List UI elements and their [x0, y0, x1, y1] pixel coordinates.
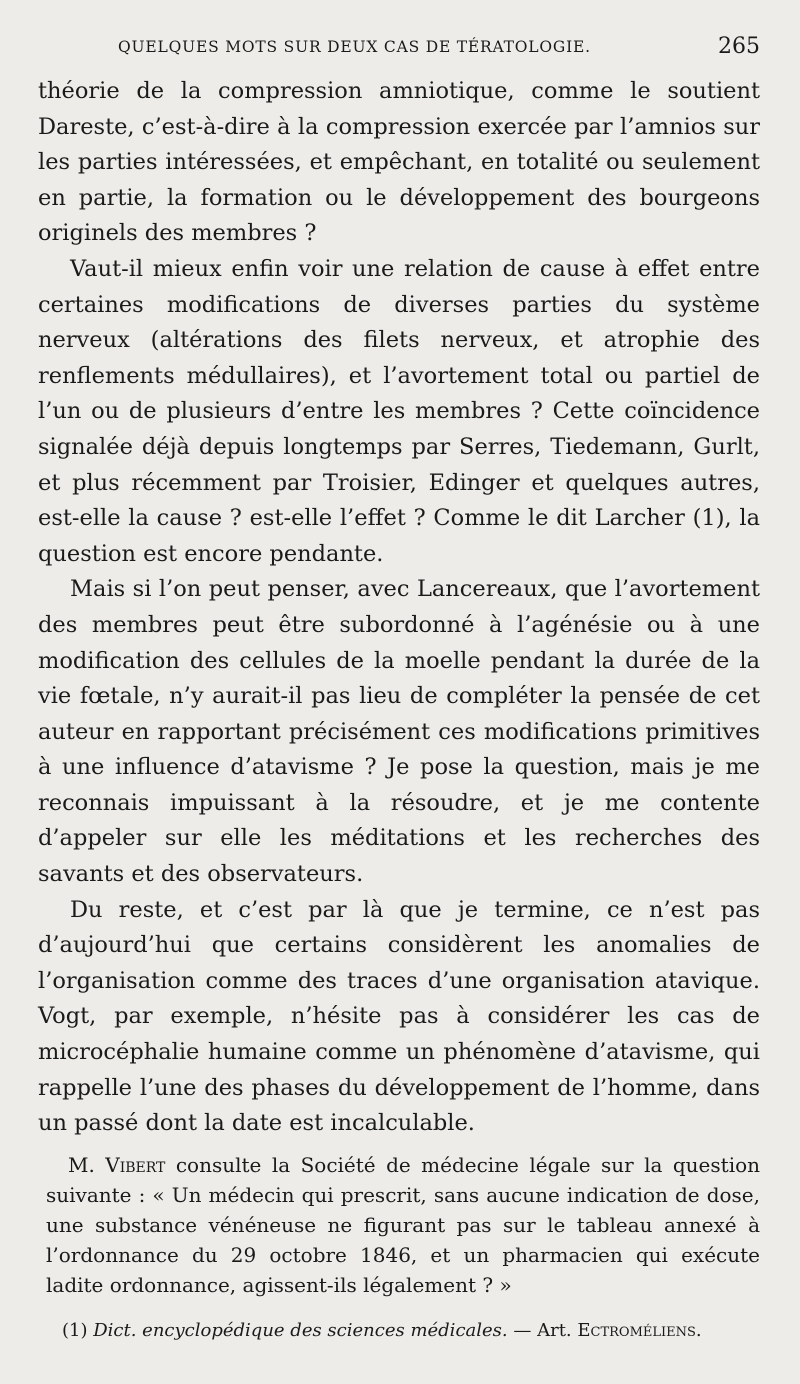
society-note: [46, 1150, 760, 1300]
society-note-text: consulte la Société de médecine légale sur la question suivante : « Un médecin qui prescrit, sans aucune indication de dose, une substance vénéneuse ne figurant pas sur le tableau annexé à l’ordonnance du 29 octobre 1846, et un pharmacien qui exécute ladite ordonnance, agissent-ils légalement ? »: [46, 1153, 761, 1297]
footnote-work: Dict. encyclopédique des sciences médicales.: [93, 1320, 508, 1341]
paragraph-lancereaux: Mais si l’on peut penser, avec Lancereaux, que l’avortement des membres peut être subordonné à l’agénésie ou à une modification des cellules de la moelle pendant la durée de la vie fœtale, n’y aurait-il pas lieu de compléter la pensée de cet auteur en rapportant précisément ces modifications primitives à une influence d’atavisme ? Je pose la question, mais je me reconnais impuissant à la résoudre, et je me contente d’appeler sur elle les méditations et les recherches des savants et des observateurs.: [38, 576, 760, 888]
footnote-article: Ectroméliens.: [577, 1320, 702, 1341]
body-text: [38, 74, 760, 1142]
page-number: 265: [718, 34, 760, 59]
running-head-title: QUELQUES MOTS SUR DEUX CAS DE TÉRATOLOGIE.: [118, 38, 591, 56]
paragraph-nervous-system: Vaut-il mieux enfin voir une relation de cause à effet entre certaines modifications de diverses parties du système nerveux (altérations des filets nerveux, et atrophie des renflements médullaires), et l’avortement total ou partiel de l’un ou de plusieurs d’entre les membres ? Cette coïncidence signalée déjà depuis longtemps par Serres, Tiedemann, Gurlt, et plus récemment par Troisier, Edinger et quelques autres, est-elle la cause ? est-elle l’effet ? Comme le dit Larcher (1), la question est encore pendante.: [38, 255, 760, 567]
paragraph-conclusion: Du reste, et c’est par là que je termine, ce n’est pas d’aujourd’hui que certains considèrent les anomalies de l’organisation comme des traces d’une organisation atavique. Vogt, par exemple, n’hésite pas à considérer les cas de microcéphalie humaine comme un phénomène d’atavisme, qui rappelle l’une des phases du développement de l’homme, dans un passé dont la date est incalculable.: [38, 896, 760, 1137]
footnote: [62, 1318, 762, 1344]
running-head: [118, 34, 760, 64]
footnote-separator: —: [513, 1320, 532, 1341]
footnote-article-prefix: Art.: [537, 1320, 572, 1341]
paragraph-continuation: théorie de la compression amniotique, comme le soutient Dareste, c’est-à-dire à la compression exercée par l’amnios sur les parties intéressées, et empêchant, en totalité ou seulement en partie, la formation ou le développement des bourgeons originels des membres ?: [38, 78, 760, 247]
society-note-name: M. Vibert: [68, 1153, 166, 1177]
society-note-paragraph: [46, 1150, 760, 1300]
footnote-marker: (1): [62, 1320, 88, 1341]
